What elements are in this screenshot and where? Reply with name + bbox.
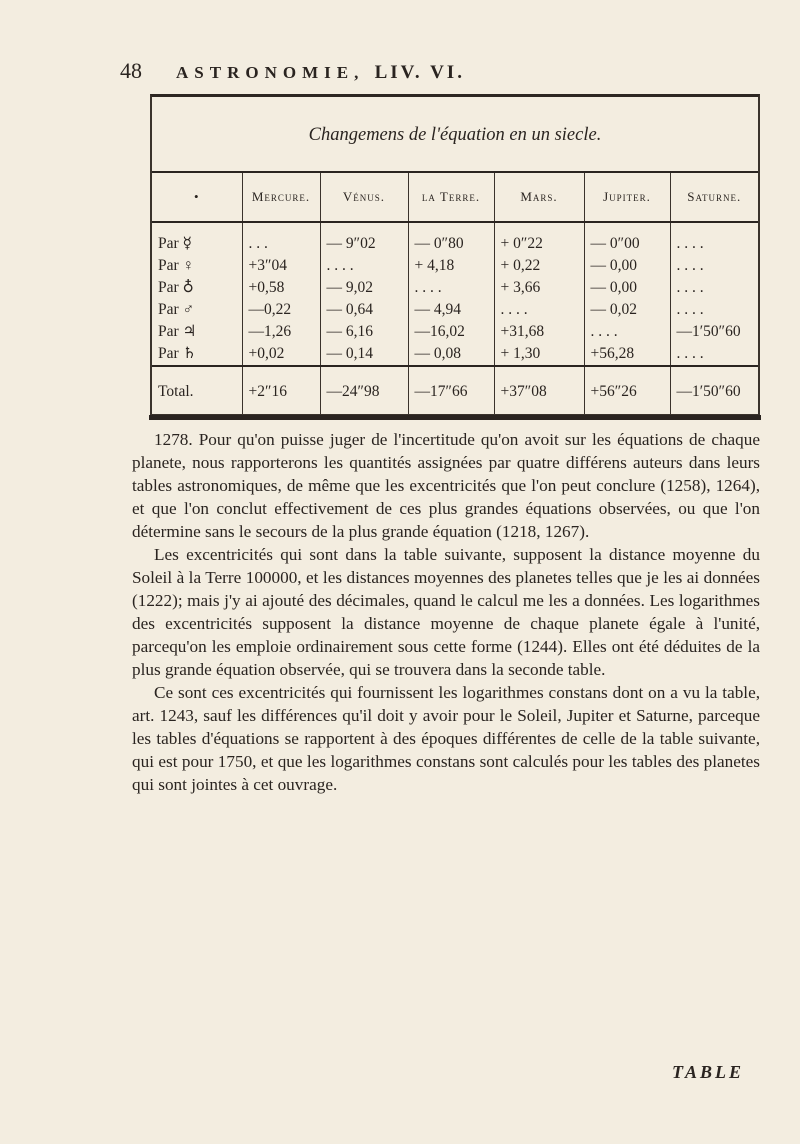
table-value: — 0,08	[414, 345, 461, 362]
column-header: •	[152, 173, 242, 222]
table-value: — 0″80	[414, 235, 464, 252]
row-label: Par ♂	[158, 301, 195, 318]
table-value: —16,02	[414, 323, 465, 340]
table-value: +0,02	[248, 345, 285, 362]
total-value: —17″66	[408, 366, 494, 417]
table-value: + 3,66	[500, 279, 541, 296]
total-value: +37″08	[494, 366, 584, 417]
column-header: Jupiter.	[584, 173, 670, 222]
table-value: — 0,64	[326, 301, 373, 318]
row-labels-cell	[152, 222, 242, 366]
row-label: Par ☿	[158, 235, 193, 252]
mars-column-cell	[494, 222, 584, 366]
table-value: — 4,94	[414, 301, 461, 318]
table-value: — 9″02	[326, 235, 376, 252]
table-value: . . . .	[676, 257, 704, 274]
saturne-column-cell	[670, 222, 758, 366]
equation-changes-table	[150, 94, 760, 416]
table-value: — 0,14	[326, 345, 373, 362]
table-value: + 0,22	[500, 257, 541, 274]
table-value: + 0″22	[500, 235, 543, 252]
row-label: Par ♃	[158, 323, 197, 340]
table-value: —1,26	[248, 323, 292, 340]
row-label: Par ♄	[158, 345, 197, 362]
mercure-column-cell	[242, 222, 320, 366]
book-number: LIV. VI.	[374, 62, 465, 83]
row-label: Par ♀	[158, 257, 195, 274]
table-value: — 0″00	[590, 235, 640, 252]
total-label: Total.	[152, 366, 242, 417]
table-value: + 1,30	[500, 345, 541, 362]
total-value: +56″26	[584, 366, 670, 417]
table-value: — 6,16	[326, 323, 373, 340]
total-value: +2″16	[242, 366, 320, 417]
terre-column-cell	[408, 222, 494, 366]
table-body	[152, 222, 758, 366]
page-number: 48	[120, 58, 142, 83]
table-value: — 9,02	[326, 279, 373, 296]
table-value: . . . .	[676, 345, 704, 362]
page-header	[120, 58, 760, 90]
table-value: . . . .	[676, 235, 704, 252]
table-value: + 4,18	[414, 257, 455, 274]
running-title-text: ASTRONOMIE,	[176, 63, 365, 82]
catchword: TABLE	[672, 1062, 745, 1082]
table-value: — 0,02	[590, 301, 637, 318]
total-row	[152, 366, 758, 417]
column-header: la Terre.	[408, 173, 494, 222]
article-body	[132, 428, 760, 796]
table-value: —0,22	[248, 301, 292, 318]
table-value: . . .	[248, 235, 268, 252]
total-value: —1′50″60	[670, 366, 758, 417]
table-value: . . . .	[326, 257, 354, 274]
total-value: —24″98	[320, 366, 408, 417]
column-header: Mars.	[494, 173, 584, 222]
table-caption: Changemens de l'équation en un siecle.	[308, 125, 602, 145]
table-value: . . . .	[414, 279, 442, 296]
paragraph: Les excentricités qui sont dans la table suivante, supposent la distance moyenne du Soleil à la Terre 100000, et les distances moyennes des planetes telles que je les ai données (1222); mais j'y ai ajouté des décimales, quand le calcul me les a données. Les logarithmes des excentricités supposent la distance moyenne de chaque planete égale à l'unité, parcequ'on les emploie ordinairement sous cette forme (1244). Elles ont été déduites de la plus grande équation observée, qui se trouvera dans la seconde table.	[132, 545, 760, 679]
data-table	[152, 173, 758, 417]
running-title	[176, 62, 465, 84]
table-value: +31,68	[500, 323, 545, 340]
header-row	[152, 173, 758, 222]
table-value: +56,28	[590, 345, 635, 362]
column-header: Saturne.	[670, 173, 758, 222]
table-value: —1′50″60	[676, 323, 741, 340]
table-value: . . . .	[590, 323, 618, 340]
table-value: +3″04	[248, 257, 287, 274]
table-value: — 0,00	[590, 279, 637, 296]
row-label: Par ♁	[158, 279, 194, 296]
paragraph: Ce sont ces excentricités qui fournissent les logarithmes constans dont on a vu la table, art. 1243, sauf les différences qu'il doit y avoir pour le Soleil, Jupiter et Saturne, parceque les tables d'équations se rapportent à des époques différentes de celle de la table suivante, qui est pour 1750, et que les logarithmes constans sont calculés pour les tables des planetes qui sont jointes à cet ouvrage.	[132, 683, 760, 794]
jupiter-column-cell	[584, 222, 670, 366]
paragraph: 1278. Pour qu'on puisse juger de l'incertitude qu'on avoit sur les équations de chaque planete, nous rapporterons les quantités assignées par quatre différens auteurs dans leurs tables astronomiques, de même que les excentricités que l'on peut conclure (1258), 1264), et que l'on conclut effectivement de ces plus grandes équations observées, ou que l'on détermine sans le secours de la plus grande équation (1218, 1267).	[132, 430, 760, 541]
table-value: . . . .	[676, 301, 704, 318]
venus-column-cell	[320, 222, 408, 366]
column-header: Mercure.	[242, 173, 320, 222]
table-value: . . . .	[500, 301, 528, 318]
column-header: Vénus.	[320, 173, 408, 222]
table-value: . . . .	[676, 279, 704, 296]
table-value: +0,58	[248, 279, 285, 296]
table-value: — 0,00	[590, 257, 637, 274]
